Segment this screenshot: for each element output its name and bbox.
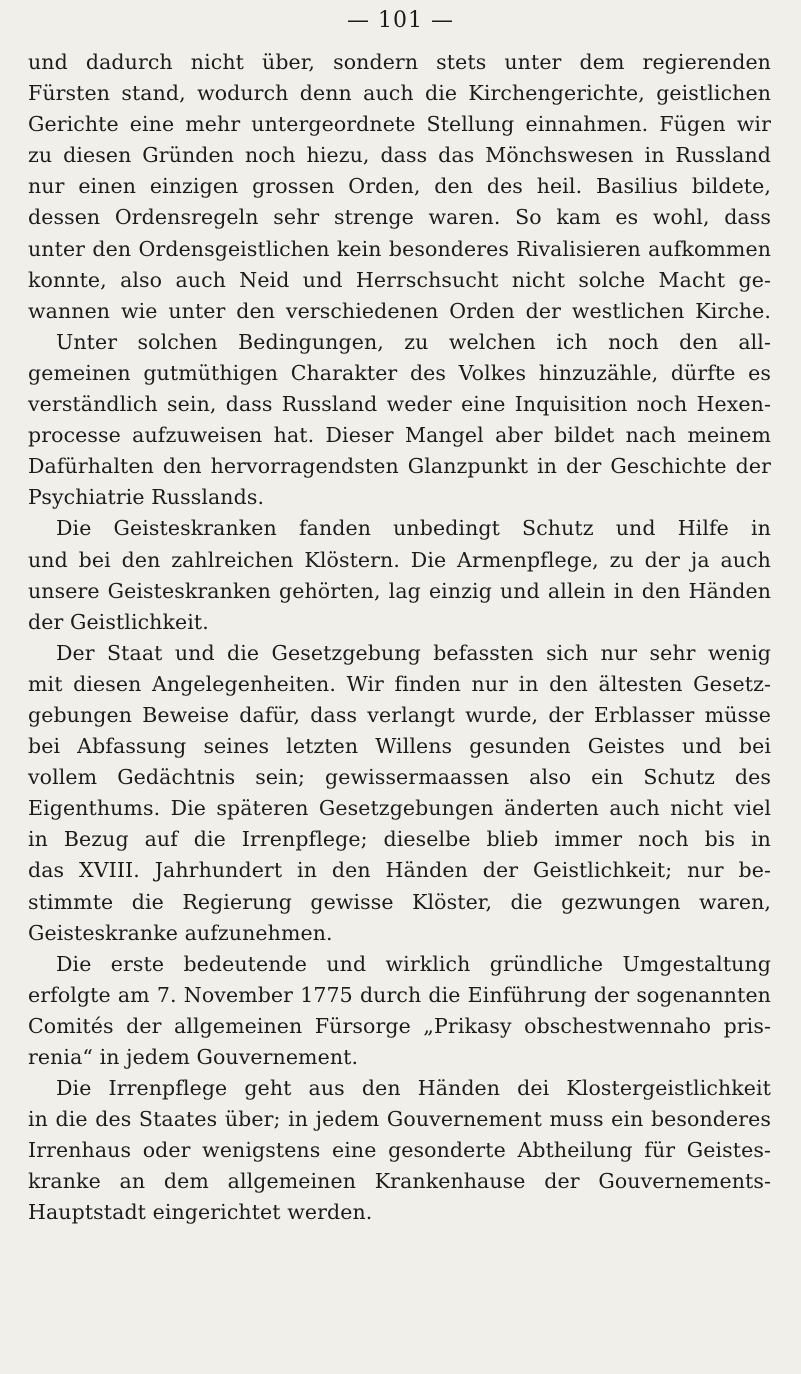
text-line: Gerichte eine mehr untergeordnete Stellung einnahmen. Fügen wir bbox=[28, 112, 771, 137]
text-line: Die Geisteskranken fanden unbedingt Schutz und Hilfe in bbox=[56, 516, 771, 541]
text-line: Eigenthums. Die späteren Gesetzgebungen änderten auch nicht viel bbox=[28, 796, 771, 821]
text-line: Die Irrenpflege geht aus den Händen dei Klostergeistlichkeit bbox=[56, 1076, 771, 1101]
text-line: verständlich sein, dass Russland weder eine Inquisition noch Hexen- bbox=[28, 392, 771, 417]
text-line: Hauptstadt eingerichtet werden. bbox=[28, 1200, 373, 1225]
text-line: Irrenhaus oder wenigstens eine gesonderte Abtheilung für Geistes- bbox=[28, 1138, 771, 1163]
text-line: wannen wie unter den verschiedenen Orden der westlichen Kirche. bbox=[28, 298, 771, 323]
text-line: Unter solchen Bedingungen, zu welchen ich noch den all- bbox=[56, 329, 771, 354]
text-line: processe aufzuweisen hat. Dieser Mangel aber bildet nach meinem bbox=[28, 423, 771, 448]
body-text bbox=[28, 47, 771, 1229]
text-line: unsere Geisteskranken gehörten, lag einzig und allein in den Händen bbox=[28, 578, 771, 603]
text-line: Der Staat und die Gesetzgebung befassten sich nur sehr wenig bbox=[56, 640, 771, 665]
text-line: in die des Staates über; in jedem Gouvernement muss ein besonderes bbox=[28, 1107, 771, 1132]
text-line: Geisteskranke aufzunehmen. bbox=[28, 920, 333, 945]
text-line: konnte, also auch Neid und Herrschsucht nicht solche Macht ge- bbox=[28, 267, 771, 292]
text-line: Comités der allgemeinen Fürsorge „Prikasy obschestwennaho pris- bbox=[28, 1013, 771, 1038]
text-line: dessen Ordensregeln sehr strenge waren. So kam es wohl, dass bbox=[28, 205, 771, 230]
text-line: und dadurch nicht über, sondern stets unter dem regierenden bbox=[28, 50, 771, 74]
text-line: Fürsten stand, wodurch denn auch die Kirchengerichte, geistlichen bbox=[28, 81, 771, 106]
text-line: der Geistlichkeit. bbox=[28, 609, 209, 634]
text-line: erfolgte am 7. November 1775 durch die Einführung der sogenannten bbox=[28, 982, 771, 1007]
text-line: das XVIII. Jahrhundert in den Händen der Geistlichkeit; nur be- bbox=[28, 858, 771, 883]
page-number: — 101 — bbox=[347, 8, 454, 33]
text-line: in Bezug auf die Irrenpflege; dieselbe blieb immer noch bis in bbox=[28, 827, 771, 852]
text-line: bei Abfassung seines letzten Willens gesunden Geistes und bei bbox=[28, 734, 771, 759]
text-line: Dafürhalten den hervorragendsten Glanzpunkt in der Geschichte der bbox=[28, 454, 771, 479]
text-line: zu diesen Gründen noch hiezu, dass das Mönchswesen in Russland bbox=[28, 143, 771, 168]
text-line: gebungen Beweise dafür, dass verlangt wurde, der Erblasser müsse bbox=[28, 702, 771, 727]
text-line: Die erste bedeutende und wirklich gründliche Umgestaltung bbox=[56, 951, 771, 976]
text-line: Psychiatrie Russlands. bbox=[28, 485, 265, 510]
text-line: kranke an dem allgemeinen Krankenhause der Gouvernements- bbox=[28, 1169, 771, 1194]
text-line: stimmte die Regierung gewisse Klöster, die gezwungen waren, bbox=[28, 889, 771, 914]
text-line: und bei den zahlreichen Klöstern. Die Armenpflege, zu der ja auch bbox=[28, 547, 771, 572]
text-line: renia“ in jedem Gouvernement. bbox=[28, 1045, 359, 1069]
text-line: vollem Gedächtnis sein; gewissermaassen also ein Schutz des bbox=[28, 765, 771, 790]
text-line: unter den Ordensgeistlichen kein besonderes Rivalisieren aufkommen bbox=[28, 236, 771, 261]
text-line: gemeinen gutmüthigen Charakter des Volkes hinzuzähle, dürfte es bbox=[28, 360, 771, 385]
text-line: mit diesen Angelegenheiten. Wir finden nur in den ältesten Gesetz- bbox=[28, 671, 771, 696]
text-line: nur einen einzigen grossen Orden, den des heil. Basilius bildete, bbox=[28, 174, 771, 199]
